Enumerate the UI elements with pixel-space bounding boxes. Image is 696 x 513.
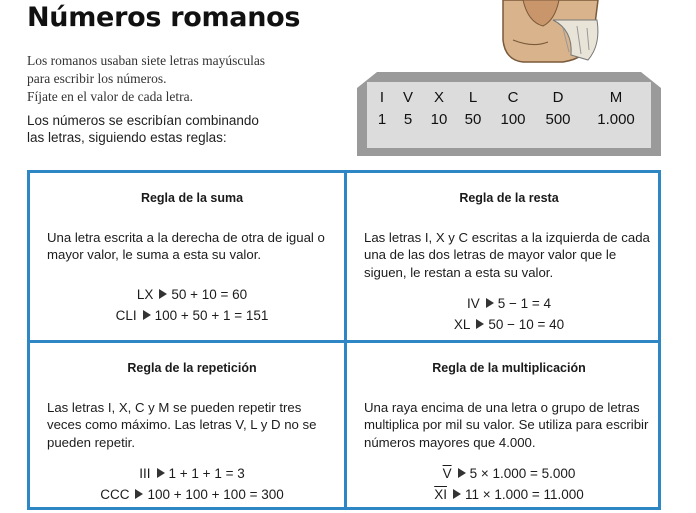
grid-divider-horizontal <box>27 340 661 343</box>
intro-line: para escribir los números. <box>27 71 167 86</box>
roman-letter: M <box>609 89 623 106</box>
calculation: 100 + 100 + 100 = 300 <box>147 487 284 502</box>
roman-letter: I <box>379 89 385 106</box>
rule-suma <box>47 190 337 326</box>
calculation: 50 + 10 = 60 <box>171 286 248 302</box>
rule-description: Las letras I, X, C y M se pueden repetir tres veces como máximo. Las letras V, L y D no se pueden repetir. <box>47 399 317 450</box>
roman-numeral: XL <box>453 317 471 332</box>
page-title: Números romanos <box>27 2 301 33</box>
triangle-right-icon <box>143 310 151 320</box>
triangle-right-icon <box>135 489 143 499</box>
calculation: 1 + 1 + 1 = 3 <box>168 466 245 481</box>
calculation: 100 + 50 + 1 = 151 <box>154 307 269 323</box>
rule-title: Regla de la suma <box>140 191 244 205</box>
roman-value: 10 <box>430 111 448 128</box>
roman-letter: D <box>552 89 564 106</box>
roman-value: 5 <box>403 111 413 128</box>
rule-example <box>364 484 654 505</box>
roman-letter: L <box>468 89 478 106</box>
triangle-right-icon <box>486 298 494 308</box>
calculation: 11 × 1.000 = 11.000 <box>464 487 584 502</box>
triangle-right-icon <box>159 289 167 299</box>
rule-title: Regla de la repetición <box>127 361 257 375</box>
intro-line: las letras, siguiendo estas reglas: <box>27 130 227 145</box>
roman-numeral: III <box>139 466 151 481</box>
roman-letter: C <box>507 89 519 106</box>
roman-numeral: LX <box>136 286 154 302</box>
rule-example <box>364 463 654 484</box>
rule-example <box>47 284 337 305</box>
rule-example <box>47 305 337 326</box>
rule-description: Las letras I, X y C escritas a la izquierda de cada una de las dos letras de mayor valor que le siguen, le restan a esta su valor. <box>364 229 650 280</box>
rule-example <box>364 314 654 335</box>
roman-value: 1 <box>377 111 387 128</box>
triangle-right-icon <box>453 489 461 499</box>
calculation: 50 − 10 = 40 <box>488 317 565 332</box>
calculation: 5 − 1 = 4 <box>497 296 552 311</box>
roman-value: 1.000 <box>597 111 635 128</box>
rule-example <box>47 463 337 484</box>
rule-examples <box>364 293 654 335</box>
rule-example <box>364 293 654 314</box>
roman-numeral: CCC <box>100 487 130 502</box>
intro-line: Los números se escribían combinando <box>27 113 259 128</box>
triangle-right-icon <box>476 319 484 329</box>
rule-example <box>47 484 337 505</box>
calculation: 5 × 1.000 = 5.000 <box>469 466 576 481</box>
intro-line: Los romanos usaban siete letras mayúsculas <box>27 53 266 68</box>
rule-description: Una letra escrita a la derecha de otra de igual o mayor valor, le suma a esta su valor. <box>47 229 325 262</box>
rule-examples <box>47 284 337 326</box>
roman-value: 100 <box>500 111 526 128</box>
rule-description: Una raya encima de una letra o grupo de letras multiplica por mil su valor. Se utiliza para escribir números mayores que 4.000. <box>364 399 649 450</box>
roman-value: 500 <box>545 111 571 128</box>
rule-title: Regla de la resta <box>459 191 559 205</box>
rule-examples <box>364 463 654 505</box>
roman-numeral-overlined: $\overline{V}$ <box>442 466 452 481</box>
roman-letter: X <box>433 89 445 106</box>
roman-numeral: IV <box>466 296 480 311</box>
triangle-right-icon <box>458 468 466 478</box>
roman-numeral-overlined: $\overline{XI}$ <box>434 487 447 502</box>
rule-resta <box>364 190 654 335</box>
triangle-right-icon <box>157 468 165 478</box>
roman-value: 50 <box>464 111 482 128</box>
roman-character-illustration <box>493 0 608 72</box>
intro-line: Fíjate en el valor de cada letra. <box>27 89 194 104</box>
rule-repeticion <box>47 360 337 505</box>
roman-letter: V <box>402 89 414 106</box>
intro-text-rules <box>27 112 357 146</box>
intro-text <box>27 52 357 106</box>
rule-examples <box>47 463 337 505</box>
rule-multiplicacion <box>364 360 654 505</box>
roman-numeral: CLI <box>115 307 137 323</box>
rule-title: Regla de la multiplicación <box>432 361 586 375</box>
